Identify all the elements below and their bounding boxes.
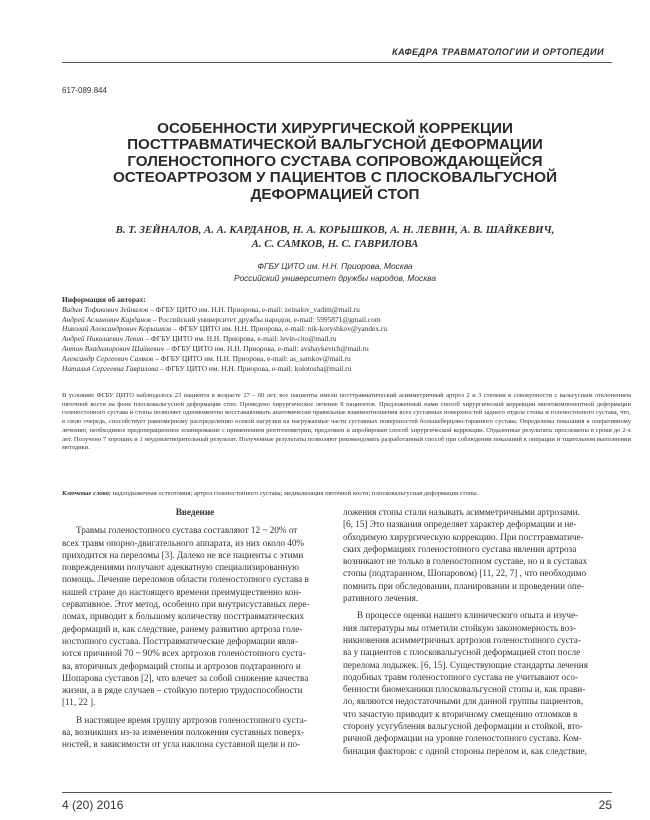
author-name: Андрей Асланович Карданов	[62, 314, 151, 324]
text-line: Травмы голеностопного сустава составляют 12 ~ 20% от	[76, 525, 298, 536]
udc-code: 617-089.844	[62, 86, 107, 95]
affiliation-line: ФГБУ ЦИТО им. Н.Н. Приорова, Москва	[257, 261, 413, 271]
title-line: ГОЛЕНОСТОПНОГО СУСТАВА СОПРОВОЖДАЮЩЕЙСЯ	[127, 152, 543, 170]
body-column-left	[62, 506, 328, 756]
text-line: ностопного сустава. Посттравматические деформации явля-	[62, 635, 298, 646]
author-details: – ФГБУ ЦИТО им. Н.Н. Приорова, e-mail: levin-cito@mail.ru	[143, 334, 337, 344]
text-line: ва, возникших из-за изменения положения суставных поверх-	[62, 727, 305, 738]
title-line: ПОСТТРАВМАТИЧЕСКОЙ ВАЛЬГУСНОЙ ДЕФОРМАЦИИ	[127, 136, 543, 154]
author-details: – ФГБУ ЦИТО им. Н.Н. Приорова, e-mail: nik-koryshkov@yandex.ru	[171, 324, 388, 334]
text-line: бенности биомеханики плосковальгусной стопы и, как прави-	[343, 684, 586, 695]
author-name: Александр Сергеевич Самков	[62, 353, 154, 363]
text-line: [6, 15] Это названия определяет характер деформации и не-	[343, 519, 577, 530]
text-line: помнить при обследовании, планировании и проведении опе-	[343, 580, 584, 591]
text-line: ложения стопы стали называть асимметричными артрозами.	[343, 507, 580, 517]
text-line: нашей стране до настоящего времени преимущественно кон-	[62, 586, 302, 597]
header-divider	[62, 62, 612, 63]
footer-divider	[62, 792, 612, 793]
text-line: бинация факторов: с одной стороны перелом и, как следствие,	[343, 745, 587, 756]
text-line: жизни, а в ряде случаев – стойкую потерю трудоспособности	[62, 685, 303, 696]
text-line: ло, являются недостаточными для данной группы пациентов,	[343, 696, 584, 707]
authors-line: А. С. САМКОВ, Н. С. ГАВРИЛОВА	[251, 238, 419, 250]
body-column-right	[343, 506, 631, 762]
text-line: ва, вторичных деформаций стопы и артрозов подтаранного и	[62, 660, 301, 671]
author-info	[62, 295, 387, 373]
text-line: сервативное. Этот метод, особенно при внутрисуставных пере-	[62, 599, 310, 610]
author-info-row	[62, 305, 387, 315]
author-name: Антон Владимирович Шайкевич	[62, 343, 164, 353]
keywords	[62, 489, 631, 498]
text-line: подобных травм голеностопного сустава не учитывают осо-	[343, 671, 579, 682]
author-info-row	[62, 344, 387, 354]
body-paragraph	[62, 524, 328, 708]
text-line: помощь. Лечение переломов области голеностопного сустава в	[62, 574, 309, 585]
body-paragraph	[343, 609, 631, 757]
author-name: Николай Александрович Корышков	[62, 324, 172, 334]
text-line: ются причиной 70 ~ 90% всех артрозов голеностопного суста-	[62, 648, 306, 659]
author-details: – ФГБУ ЦИТО им. Н.Н. Приорова, e-mail: avshaykevich@mail.ru	[163, 343, 369, 353]
text-line: всех травм опорно-двигательного аппарата, из них около 40%	[62, 537, 305, 548]
body-paragraph	[343, 506, 631, 604]
title-line: ДЕФОРМАЦИЕЙ СТОП	[250, 185, 420, 203]
text-line: деформаций и, как следствие, ранему развитию артроза голе-	[62, 623, 303, 634]
keywords-text: надлодыжечная остеотомия; артроз голеностопного сустава; медиализация пяточной кости; плосковальгусная деформация стопы.	[111, 490, 479, 497]
affiliations	[60, 260, 610, 284]
author-details: – ФГБУ ЦИТО им. Н.Н. Приорова, e-mail: kolotosha@mail.ru	[158, 363, 352, 373]
text-line: повреждениями получают адекватную специализированную	[62, 562, 299, 573]
text-line: никновения асимметричных артрозов голеностопного суста-	[343, 634, 581, 645]
journal-section-header: КАФЕДРА ТРАВМАТОЛОГИИ И ОРТОПЕДИИ	[391, 47, 604, 57]
text-line: ва у пациентов с плосковальгусной деформацией стоп после	[343, 647, 581, 658]
text-line: что зачастую приводит к вторичному смещению отломков в	[343, 708, 578, 719]
author-details: – ФГБУ ЦИТО им. Н.Н. Приорова, e-mail: zeinalov_vadim@mail.ru	[148, 304, 360, 314]
author-info-row	[62, 315, 387, 325]
article-title	[60, 121, 610, 203]
affiliation-line: Российский университет дружбы народов, Москва	[233, 273, 437, 283]
text-line: обходимую хирургическую коррекцию. При посттравматиче-	[343, 531, 584, 542]
text-line: сторону усугубления вальгусной деформации и стойкой, вто-	[343, 721, 583, 732]
author-info-row	[62, 364, 387, 374]
text-line: перелома лодыжек. [6, 15]. Существующие стандарты лечения	[343, 659, 588, 670]
text-line: стопы (подтаранном, Шопаровом) [11, 22, 7] , что необходимо	[343, 568, 587, 579]
text-line: ративного лечения.	[343, 593, 419, 604]
abstract: В условиях ФГБУ ЦИТО наблюдалось 23 пациента в возрасте 27 – 60 лет, все пациенты имели посттравматический асимметричный артроз 2 и 3 степени в совокупности с вальгусным отклонением пяточной кости на фоне плосковальгусной деформации стоп. Проведено хирургическое лечение 8 пациентов. Предложенный нами способ хирургической коррекции многокомпонентной деформации голеностопного сустава и стопы позволяет одномоментно восстанавливать анатомически правильные взаимоотношения всех суставных поверхностей заднего отдела стопы и голеностопного сустава, что, в свою очередь, способствует равномерному распределению осевой нагрузки на нагружаемые части суставных поверхностей большеберцово-таранного сустава. Определены показания к оперативному лечению, необходимое предоперационное планирование с применением рентгенометрии, предложен и апробирован способ хирургической коррекции. Отдаленные результаты прослежены в сроки до 2-х лет. Получено 7 хороших и 1 неудовлетворительный результат. Полученные результаты позволяют рекомендовать разработанный способ при соблюдении показаний к операции и тщательном выполнении методики.	[62, 392, 631, 452]
text-line: приходится на переломы [3]. Далеко не все пациенты с этими	[62, 549, 304, 560]
text-line: ломах, приводит к большому количеству посттравматических	[62, 611, 305, 622]
issue-number: 4 (20) 2016	[62, 798, 124, 812]
author-details: – ФГБУ ЦИТО им. Н.Н. Приорова, e-mail: as_samkov@mail.ru	[153, 353, 351, 363]
keywords-label: Ключевые слова:	[62, 490, 112, 497]
text-line: ских деформациях голеностопного сустава явления артроза	[343, 543, 577, 554]
author-info-row	[62, 334, 387, 344]
text-line: В процессе оценки нашего клинического опыта и изуче-	[357, 610, 579, 621]
text-line: Шопарова суставов [2], что влечет за собой снижение качества	[62, 672, 309, 683]
author-info-row	[62, 324, 387, 334]
page-number: 25	[598, 798, 612, 812]
author-name: Наталья Сергеевна Гаврилова	[62, 363, 159, 373]
text-line: ния литературы мы отметили стойкую закономерность воз-	[343, 622, 576, 633]
text-line: ричной деформации на уровне голеностопного сустава. Ком-	[343, 733, 582, 744]
section-heading-introduction: Введение	[175, 507, 215, 517]
authors-line: В. Т. ЗЕЙНАЛОВ, А. А. КАРДАНОВ, Н. А. КОРЫШКОВ, А. Н. ЛЕВИН, А. В. ШАЙКЕВИЧ,	[115, 224, 555, 236]
author-info-row	[62, 354, 387, 364]
author-details: – Российский университет дружбы народов, e-mail: 5995871@gmail.com	[150, 314, 381, 324]
title-line: ОСТЕОАРТРОЗОМ У ПАЦИЕНТОВ С ПЛОСКОВАЛЬГУСНОЙ	[112, 169, 557, 187]
author-list	[60, 223, 610, 251]
body-paragraph	[62, 714, 328, 751]
author-name: Андрей Николаевич Левин	[62, 334, 144, 344]
text-line: возникают не только в голеностопном суставе, но и в суставах	[343, 556, 588, 567]
text-line: ностей, в зависимости от угла наклона суставной щели и по-	[62, 739, 301, 750]
title-line: ОСОБЕННОСТИ ХИРУРГИЧЕСКОЙ КОРРЕКЦИИ	[157, 120, 513, 137]
text-line: В настоящее время группу артрозов голеностопного суста-	[76, 714, 307, 725]
author-info-heading: Информация об авторах:	[62, 295, 146, 304]
text-line: [11, 22 ].	[62, 697, 96, 708]
author-name: Вадим Тофикович Зейналов	[62, 304, 149, 314]
